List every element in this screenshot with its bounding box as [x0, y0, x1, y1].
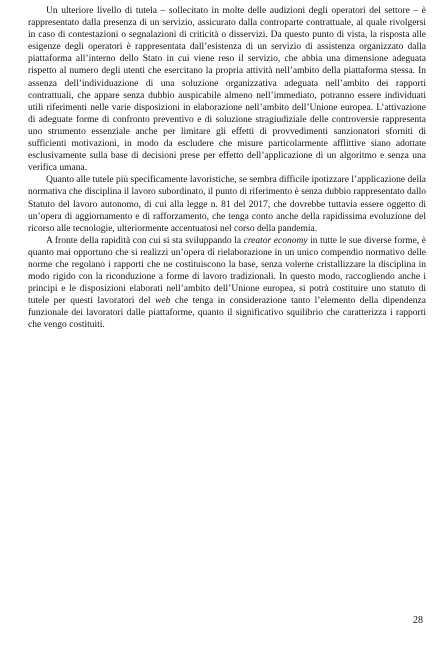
paragraph-text: che tenga in considerazione tanto l’elemento della dipendenza funzionale dei lavoratori dalle piattaforme, quanto il significativo squilibrio che caratterizza i rapporti che vengo costituiti. — [28, 296, 426, 331]
paragraph-text: Un ulteriore livello di tutela – sollecitato in molte delle audizioni degli operatori del settore – è rappresentato dalla presenza di un servizio, assicurato dalla controparte contrattuale, al quale rivolgersi in caso di contestazioni o segnalazioni di criticità o disservizi. Da questo punto di vista, la risposta alle esigenze degli operatori è rappresentata dall’esistenza di un servizio di assistenza organizzato dalla piattaforma all’interno dello Stato in cui viene reso il servizio, che abbia una dimensione adeguata rispetto al numero degli utenti che esercitano la propria attività nell’ambito della piattaforma stessa. In assenza dell’individuazione di una soluzione organizzativa adeguata nell’ambito dei rapporti contrattuali, che appare senza dubbio auspicabile almeno nell’immediato, potranno essere individuati utili riferimenti nelle varie disposizioni in elaborazione nell’ambito dell’Unione europea. L’attivazione di adeguate forme di confronto preventivo e di soluzione stragiudiziale delle controversie rappresenta uno strumento essenziale anche per limitare gli effetti di provvedimenti sanzionatori sforniti di sufficienti motivazioni, in modo da escludere che misure particolarmente afflittive siano adottate esclusivamente sulla base di decisioni prese per effetto dell’applicazione di un algoritmo e senza una verifica umana. — [28, 6, 426, 174]
paragraph-creator-economy — [28, 235, 426, 332]
page-number: 28 — [413, 615, 423, 626]
paragraph-labour-protections — [28, 174, 426, 234]
paragraph-text: Quanto alle tutele più specificamente lavoristiche, se sembra difficile ipotizzare l’applicazione della normativa che disciplina il lavoro subordinato, il punto di riferimento è senza dubbio rappresentato dallo Statuto del lavoro autonomo, di cui alla legge n. 81 del 2017, che dovrebbe tuttavia essere oggetto di un’opera di aggiornamento e di rafforzamento, che tenga conto anche della rapidissima evoluzione del ricorso alle tecnologie, ulteriormente accentuatosi nel corso della pandemia. — [28, 175, 426, 234]
paragraph-text: in tutte le sue diverse forme, è quanto mai opportuno che si realizzi un’opera di rielaborazione in un unico compendio normativo delle norme che regolano i rapporti che ne costituiscono la base, senza volerne cristallizzare la disciplina in modo rigido con la riconduzione a forme di lavoro tradizionali. In questo modo, raccogliendo anche i principi e le disposizioni elaborati nell’ambito dell’Unione europea, si potrà costituire uno statuto di tutele per questi lavoratori del — [28, 235, 426, 307]
document-page — [28, 5, 426, 332]
italic-term-creator-economy: creator economy — [243, 235, 308, 246]
paragraph-support-service — [28, 5, 426, 174]
italic-term-web: web — [155, 296, 171, 307]
paragraph-text: A fronte della rapidità con cui si sta sviluppando la — [46, 235, 244, 246]
